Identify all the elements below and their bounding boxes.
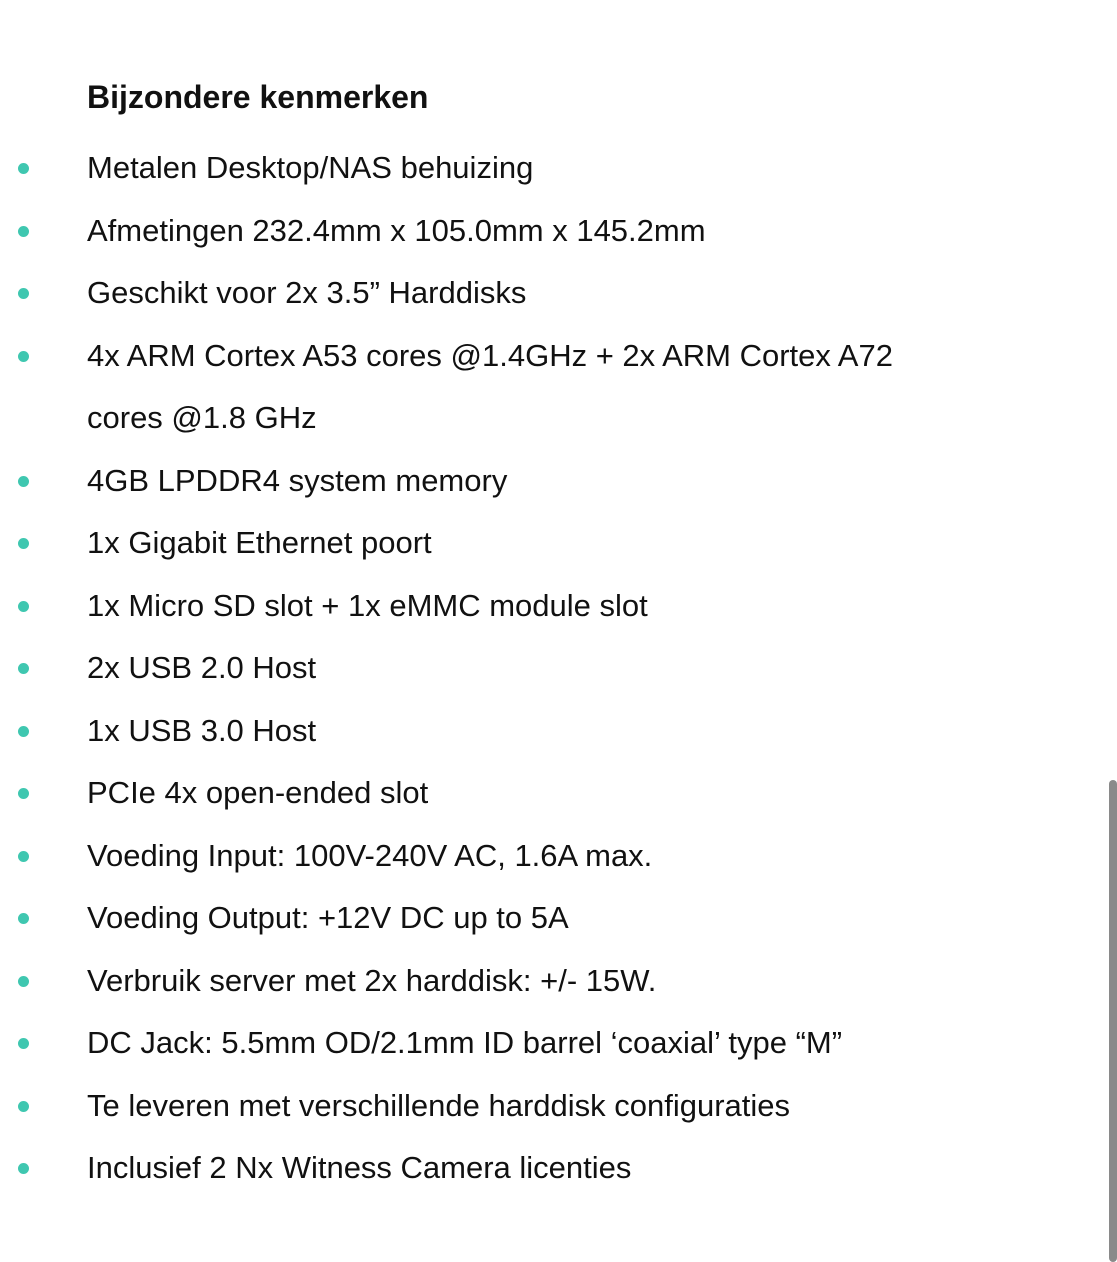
- bullet-icon: [18, 163, 29, 174]
- bullet-icon: [18, 538, 29, 549]
- list-item: [0, 637, 1060, 700]
- list-item-text: Voeding Input: 100V-240V AC, 1.6A max.: [87, 837, 653, 873]
- feature-list: [0, 137, 1060, 1200]
- list-item: [0, 1012, 1060, 1075]
- scrollbar[interactable]: [1109, 780, 1117, 1262]
- list-item: [0, 950, 1060, 1013]
- list-item-text: Inclusief 2 Nx Witness Camera licenties: [87, 1150, 632, 1185]
- list-item: [0, 450, 1060, 513]
- list-item-text: 1x USB 3.0 Host: [87, 712, 317, 748]
- bullet-icon: [18, 1038, 29, 1049]
- list-item-text: 1x Gigabit Ethernet poort: [87, 525, 432, 560]
- list-item-text: 4GB LPDDR4 system memory: [87, 462, 508, 498]
- list-item-text: Verbruik server met 2x harddisk: +/- 15W.: [87, 962, 657, 998]
- list-item: [0, 700, 1060, 763]
- list-item-text: 1x Micro SD slot + 1x eMMC module slot: [87, 587, 648, 623]
- bullet-icon: [18, 476, 29, 487]
- list-item-text: 4x ARM Cortex A53 cores @1.4GHz + 2x ARM Cortex A72 cores @1.8 GHz: [87, 337, 893, 435]
- list-item-text: Metalen Desktop/NAS behuizing: [87, 150, 534, 185]
- list-item-text: PCIe 4x open-ended slot: [87, 775, 429, 810]
- list-item-text: DC Jack: 5.5mm OD/2.1mm ID barrel ‘coaxial’ type “M”: [87, 1025, 843, 1060]
- bullet-icon: [18, 788, 29, 799]
- list-item: [0, 200, 1060, 263]
- bullet-icon: [18, 226, 29, 237]
- list-item-text: Geschikt voor 2x 3.5” Harddisks: [87, 275, 527, 310]
- list-item-text: Voeding Output: +12V DC up to 5A: [87, 900, 569, 935]
- bullet-icon: [18, 976, 29, 987]
- list-item: [0, 825, 1060, 888]
- list-item: [0, 512, 1060, 575]
- list-item: [0, 887, 1060, 950]
- list-item-text: Afmetingen 232.4mm x 105.0mm x 145.2mm: [87, 212, 706, 248]
- bullet-icon: [18, 913, 29, 924]
- bullet-icon: [18, 1101, 29, 1112]
- list-item: [0, 762, 1060, 825]
- list-item-text: Te leveren met verschillende harddisk configuraties: [87, 1087, 791, 1123]
- list-item-text: 2x USB 2.0 Host: [87, 650, 317, 685]
- list-item: [0, 137, 1060, 200]
- bullet-icon: [18, 1163, 29, 1174]
- bullet-icon: [18, 663, 29, 674]
- list-item: [0, 325, 1060, 450]
- bullet-icon: [18, 288, 29, 299]
- list-item: [0, 1075, 1060, 1138]
- list-item: [0, 575, 1060, 638]
- bullet-icon: [18, 601, 29, 612]
- section-heading: Bijzondere kenmerken: [87, 79, 429, 115]
- bullet-icon: [18, 851, 29, 862]
- bullet-icon: [18, 351, 29, 362]
- list-item: [0, 262, 1060, 325]
- list-item: [0, 1137, 1060, 1200]
- bullet-icon: [18, 726, 29, 737]
